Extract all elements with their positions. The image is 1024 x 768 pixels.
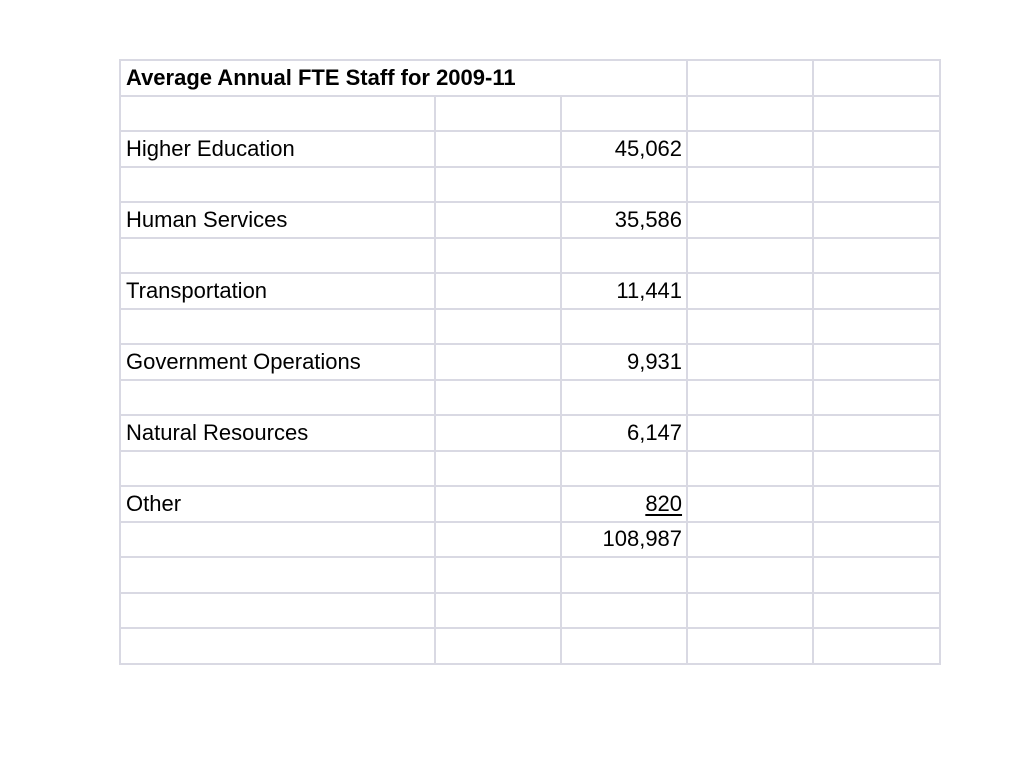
table-row [120,167,940,203]
cell[interactable] [687,344,813,380]
cell[interactable] [561,167,687,203]
row-value-higher-education[interactable]: 45,062 [561,131,687,167]
table-row [120,309,940,345]
cell[interactable] [813,167,940,203]
cell[interactable] [120,522,435,558]
cell[interactable] [435,238,561,274]
table-row [120,238,940,274]
cell[interactable] [120,380,435,416]
cell[interactable] [687,167,813,203]
cell[interactable] [435,380,561,416]
table-row [120,344,940,380]
cell[interactable] [813,131,940,167]
cell[interactable] [813,415,940,451]
cell[interactable] [120,167,435,203]
cell[interactable] [435,451,561,487]
row-value-other: 820 [645,490,683,516]
cell[interactable] [813,309,940,345]
cell[interactable] [687,96,813,132]
cell[interactable] [120,628,435,664]
table-row [120,628,940,664]
cell[interactable] [561,593,687,629]
cell[interactable] [687,131,813,167]
row-value-government-operations[interactable]: 9,931 [561,344,687,380]
cell[interactable] [435,309,561,345]
cell[interactable] [120,451,435,487]
table-row [120,451,940,487]
cell[interactable] [561,380,687,416]
spreadsheet-table [119,59,941,665]
table-row [120,131,940,167]
cell[interactable] [687,486,813,522]
table-row [120,202,940,238]
cell[interactable] [435,486,561,522]
table-row [120,593,940,629]
table-row [120,522,940,558]
row-label-other[interactable]: Other [120,486,435,522]
cell[interactable] [687,380,813,416]
cell[interactable] [813,486,940,522]
cell[interactable] [813,238,940,274]
cell[interactable] [687,451,813,487]
cell[interactable] [435,96,561,132]
cell[interactable] [435,522,561,558]
cell[interactable] [813,451,940,487]
cell[interactable] [120,593,435,629]
cell[interactable] [687,60,813,96]
row-value-natural-resources[interactable]: 6,147 [561,415,687,451]
total-value[interactable]: 108,987 [561,522,687,558]
cell[interactable] [120,309,435,345]
cell[interactable] [120,96,435,132]
sheet-title[interactable]: Average Annual FTE Staff for 2009-11 [120,60,687,96]
row-value-other-cell[interactable] [561,486,687,522]
cell[interactable] [561,96,687,132]
cell[interactable] [435,557,561,593]
row-label-natural-resources[interactable]: Natural Resources [120,415,435,451]
cell[interactable] [813,628,940,664]
table-row [120,273,940,309]
row-label-transportation[interactable]: Transportation [120,273,435,309]
cell[interactable] [687,522,813,558]
cell[interactable] [435,131,561,167]
cell[interactable] [435,273,561,309]
row-label-government-operations[interactable]: Government Operations [120,344,435,380]
cell[interactable] [813,273,940,309]
row-label-human-services[interactable]: Human Services [120,202,435,238]
cell[interactable] [813,202,940,238]
cell[interactable] [813,557,940,593]
table-row [120,486,940,522]
cell[interactable] [435,593,561,629]
cell[interactable] [435,344,561,380]
cell[interactable] [687,238,813,274]
cell[interactable] [813,60,940,96]
cell[interactable] [435,628,561,664]
cell[interactable] [561,238,687,274]
cell[interactable] [687,593,813,629]
table-row [120,60,940,96]
cell[interactable] [813,96,940,132]
cell[interactable] [435,167,561,203]
row-label-higher-education[interactable]: Higher Education [120,131,435,167]
cell[interactable] [561,451,687,487]
table-row [120,96,940,132]
cell[interactable] [561,557,687,593]
cell[interactable] [687,415,813,451]
cell[interactable] [687,557,813,593]
cell[interactable] [561,628,687,664]
cell[interactable] [120,238,435,274]
cell[interactable] [687,202,813,238]
cell[interactable] [435,415,561,451]
row-value-transportation[interactable]: 11,441 [561,273,687,309]
table-row [120,415,940,451]
cell[interactable] [813,344,940,380]
row-value-human-services[interactable]: 35,586 [561,202,687,238]
table-row [120,380,940,416]
cell[interactable] [435,202,561,238]
cell[interactable] [561,309,687,345]
cell[interactable] [813,380,940,416]
cell[interactable] [687,273,813,309]
table-row [120,557,940,593]
cell[interactable] [687,309,813,345]
cell[interactable] [813,593,940,629]
cell[interactable] [120,557,435,593]
cell[interactable] [813,522,940,558]
cell[interactable] [687,628,813,664]
